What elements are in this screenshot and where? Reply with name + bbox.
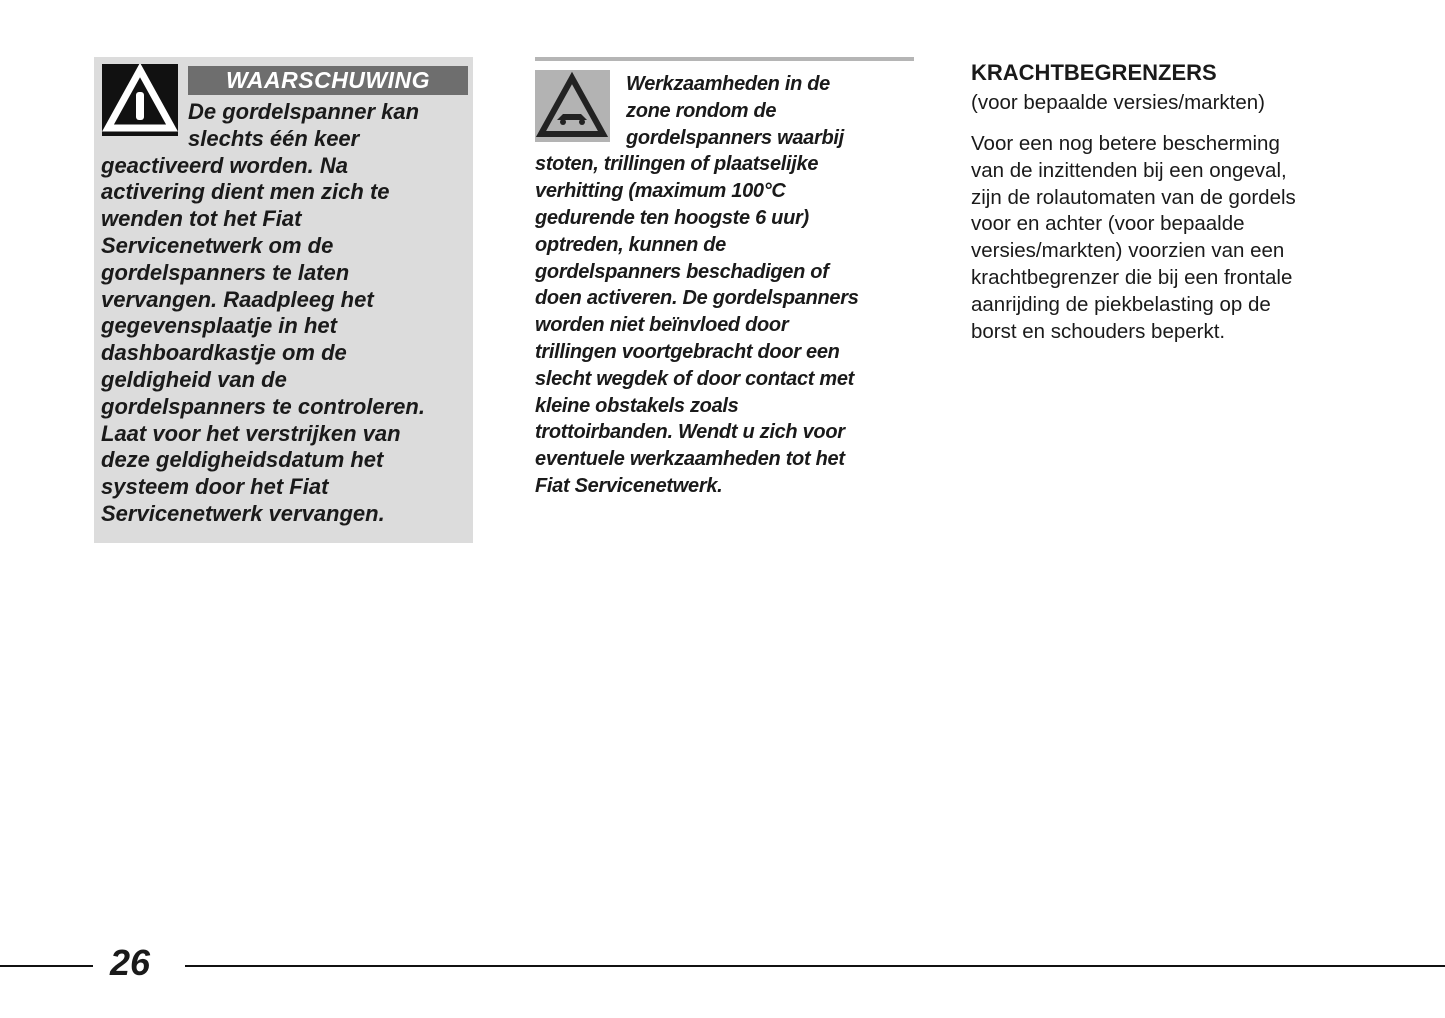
text-line: Werkzaamheden in de xyxy=(626,73,830,95)
text-line: De gordelspanner kan xyxy=(188,99,420,124)
text-line: Servicenetwerk om de xyxy=(101,233,334,258)
text-line: doen activeren. De gordelspanners xyxy=(535,287,859,310)
text-line: worden niet beïnvloed door xyxy=(535,314,789,337)
text-line: zijn de rolautomaten van de gordels xyxy=(971,185,1296,209)
text-line: Fiat Servicenetwerk. xyxy=(535,475,723,497)
text-line: van de inzittenden bij een ongeval, xyxy=(971,158,1287,182)
text-line: borst en schouders beperkt. xyxy=(971,319,1226,343)
text-line: gedurende ten hoogste 6 uur) xyxy=(535,207,809,229)
footer-rule-right xyxy=(185,965,1445,967)
text-line: trillingen voortgebracht door een xyxy=(535,341,840,363)
warning-exclamation-icon xyxy=(102,64,178,136)
text-line: trottoirbanden. Wendt u zich voor xyxy=(535,421,845,444)
text-line: Servicenetwerk vervangen. xyxy=(101,501,385,526)
text-line: krachtbegrenzer die bij een frontale xyxy=(971,266,1293,289)
text-line: verhitting (maximum 100°C xyxy=(535,180,786,203)
text-line: wenden tot het Fiat xyxy=(101,206,302,232)
text-line: gordelspanners beschadigen of xyxy=(535,260,829,283)
warning-title: WAARSCHUWING xyxy=(188,66,468,95)
text-line: gordelspanners te controleren. xyxy=(101,393,425,419)
car-hazard-triangle-icon xyxy=(535,70,610,142)
text-line: Voor een nog betere bescherming xyxy=(971,132,1280,155)
text-line: activering dient men zich te xyxy=(101,179,390,205)
text-line: zone rondom de xyxy=(626,99,777,122)
text-line: Laat voor het verstrijken van xyxy=(101,420,401,446)
page-number: 26 xyxy=(110,942,151,983)
text-line: systeem door het Fiat xyxy=(101,474,329,500)
text-line: aanrijding de piekbelasting op de xyxy=(971,292,1271,316)
text-line: deze geldigheidsdatum het xyxy=(101,447,384,473)
text-line: versies/markten) voorzien van een xyxy=(971,239,1285,263)
text-line: geactiveerd worden. Na xyxy=(101,152,348,178)
text-line: stoten, trillingen of plaatselijke xyxy=(535,153,819,176)
text-line: geldigheid van de xyxy=(101,367,287,392)
text-line: slecht wegdek of door contact met xyxy=(535,367,855,390)
text-line: voor en achter (voor bepaalde xyxy=(971,212,1245,236)
section-rule xyxy=(535,57,914,61)
text-line: eventuele werkzaamheden tot het xyxy=(535,448,845,471)
text-line: dashboardkastje om de xyxy=(101,340,347,366)
footer-rule-left xyxy=(0,965,93,967)
text-line: gegevensplaatje in het xyxy=(101,313,337,339)
text-line: optreden, kunnen de xyxy=(535,233,726,256)
text-line: slechts één keer xyxy=(188,125,360,151)
text-line: vervangen. Raadpleeg het xyxy=(101,286,374,312)
text-line: gordelspanners te laten xyxy=(101,259,350,285)
text-line: kleine obstakels zoals xyxy=(535,394,739,417)
text-line: gordelspanners waarbij xyxy=(626,126,844,149)
section-heading: KRACHTBEGRENZERS xyxy=(971,60,1217,85)
section-subtitle: (voor bepaalde versies/markten) xyxy=(971,91,1265,114)
